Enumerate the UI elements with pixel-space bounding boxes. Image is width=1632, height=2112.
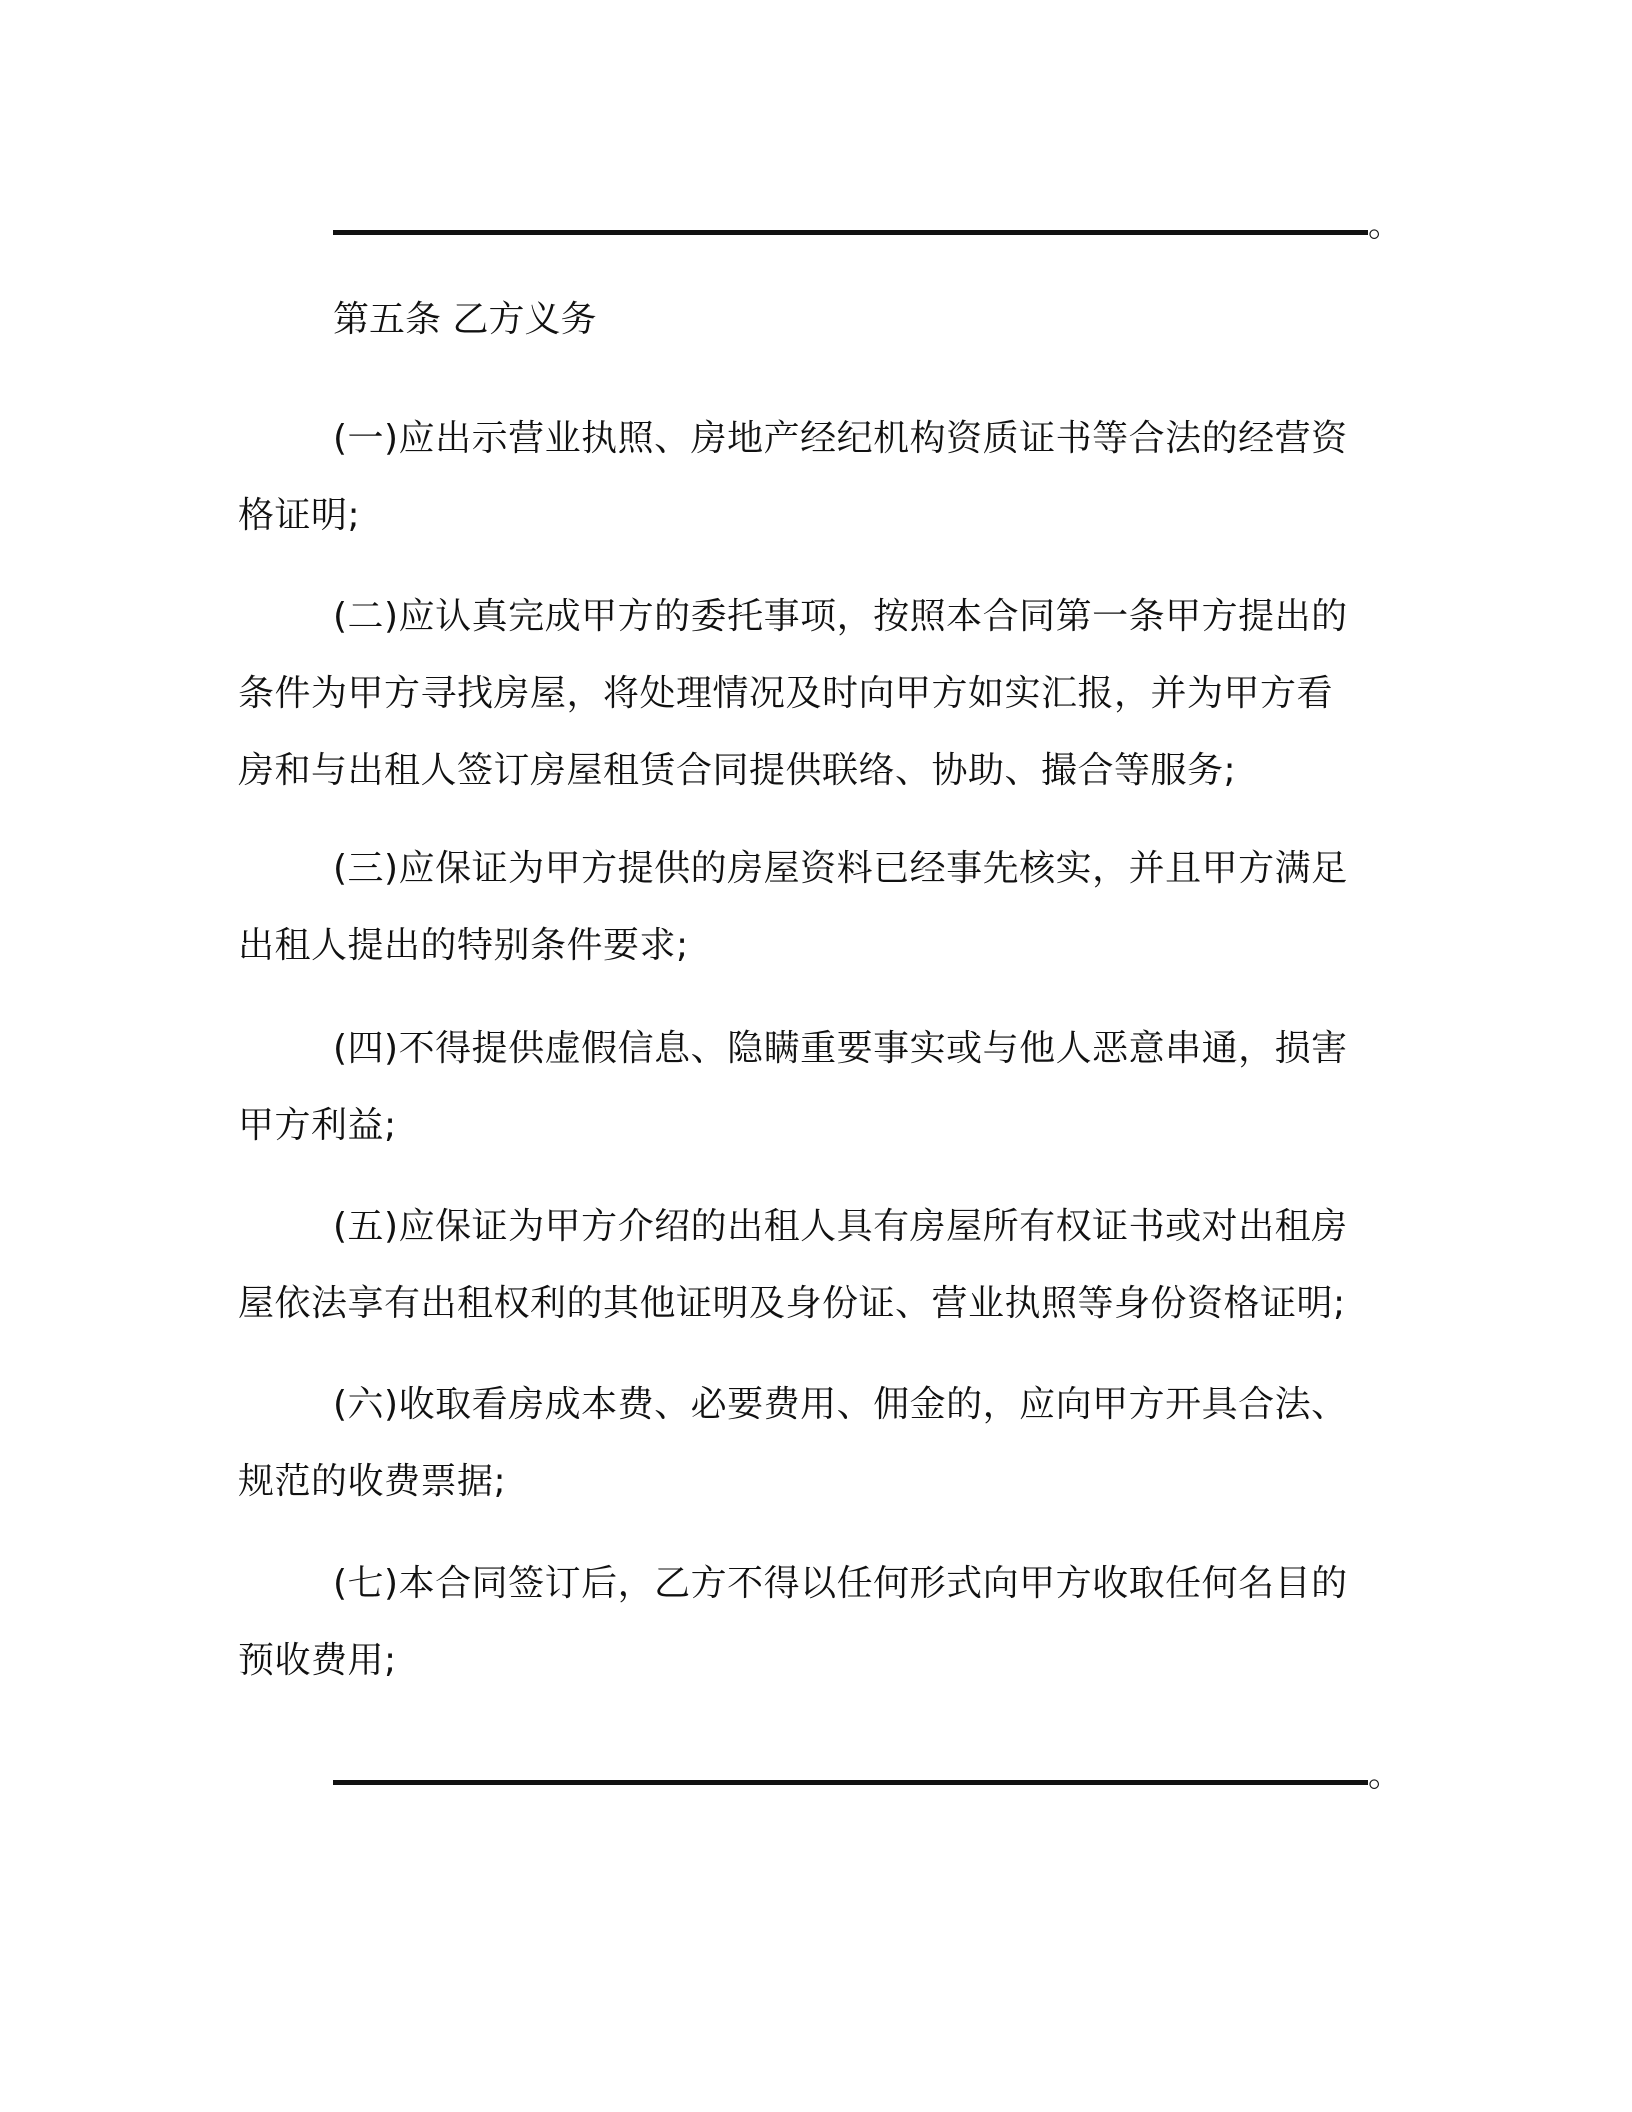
clause-6-line-1: (六)收取看房成本费、必要费用、佣金的，应向甲方开具合法、 <box>333 1384 1348 1425</box>
clause-2-line-2: 条件为甲方寻找房屋，将处理情况及时向甲方如实汇报，并为甲方看 <box>238 673 1334 714</box>
clause-4-line-1: (四)不得提供虚假信息、隐瞒重要事实或与他人恶意串通，损害 <box>333 1028 1348 1069</box>
clause-4 <box>238 1010 1368 1164</box>
period-bottom: 。 <box>1368 1755 1402 1795</box>
clause-6-line-2: 规范的收费票据; <box>238 1461 507 1502</box>
clause-7-line-1: (七)本合同签订后，乙方不得以任何形式向甲方收取任何名目的 <box>333 1563 1348 1604</box>
period-top: 。 <box>1368 205 1402 245</box>
clause-7 <box>238 1545 1368 1699</box>
clause-7-line-2: 预收费用; <box>238 1640 397 1681</box>
clause-2-line-1: (二)应认真完成甲方的委托事项，按照本合同第一条甲方提出的 <box>333 596 1348 637</box>
clause-3 <box>238 830 1368 984</box>
fill-in-blank-line-bottom <box>333 1780 1368 1785</box>
clause-4-line-2: 甲方利益; <box>238 1105 397 1146</box>
clause-3-line-1: (三)应保证为甲方提供的房屋资料已经事先核实，并且甲方满足 <box>333 848 1348 889</box>
clause-1 <box>238 400 1368 554</box>
clause-5 <box>238 1188 1368 1342</box>
clause-3-line-2: 出租人提出的特别条件要求; <box>238 925 689 966</box>
clause-6 <box>238 1366 1368 1520</box>
clause-5-line-1: (五)应保证为甲方介绍的出租人具有房屋所有权证书或对出租房 <box>333 1206 1348 1247</box>
fill-in-blank-line-top <box>333 230 1368 235</box>
clause-1-line-2: 格证明; <box>238 495 361 536</box>
clause-1-line-1: (一)应出示营业执照、房地产经纪机构资质证书等合法的经营资 <box>333 418 1348 459</box>
article-heading: 第五条 乙方义务 <box>333 299 597 340</box>
clause-5-line-2: 屋依法享有出租权利的其他证明及身份证、营业执照等身份资格证明; <box>238 1283 1346 1324</box>
clause-2-line-3: 房和与出租人签订房屋租赁合同提供联络、协助、撮合等服务; <box>238 750 1237 791</box>
clause-2 <box>238 578 1368 809</box>
